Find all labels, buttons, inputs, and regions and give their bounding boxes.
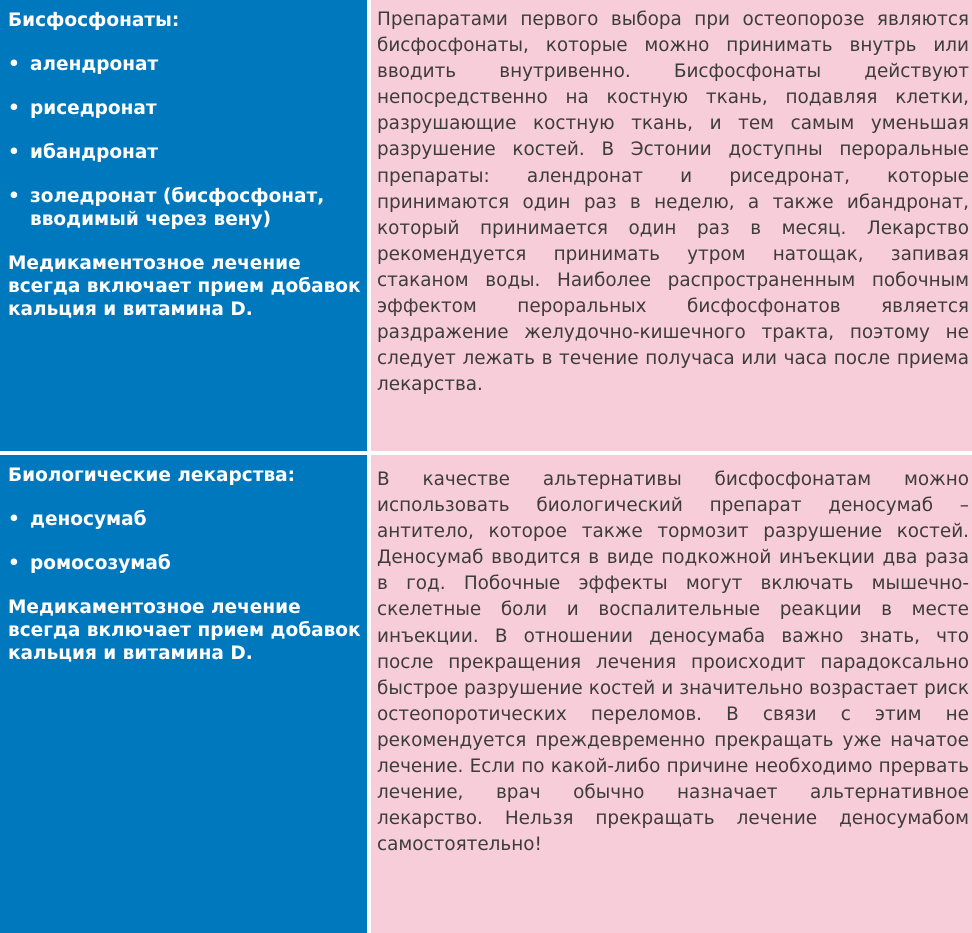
- description-cell: [371, 455, 972, 933]
- description-cell: [371, 0, 972, 451]
- list-item: [8, 141, 361, 164]
- drug-group-heading: Биологические лекарства:: [8, 465, 296, 486]
- bullet-icon: •: [8, 98, 20, 119]
- list-item: [8, 53, 361, 76]
- list-item: [8, 508, 361, 531]
- drug-group-description: Препаратами первого выбора при остеопорозе являются бисфосфонаты, которые можно принимать внутрь или вводить внутривенно. Бисфосфонаты действуют непосредственно на костную ткань, подавляя клетки, разрушающие костную ткань, и тем самым уменьшая разрушение костей. В Эстонии доступны пероральные препараты: алендронат и риседронат, которые принимаются один раз в неделю, а также ибандронат, который принимается один раз в месяц. Лекарство рекомендуется принимать утром натощак, запивая стаканом воды. Наиболее распространенным побочным эффектом пероральных бисфосфонатов является раздражение желудочно-кишечного тракта, поэтому не следует лежать в течение получаса или часа после приема лекарства.: [377, 9, 969, 396]
- table-row-biologics: [0, 455, 972, 933]
- drug-group-cell: [0, 0, 367, 451]
- drug-name: ибандронат: [30, 142, 159, 163]
- drug-group-description: В качестве альтернативы бисфосфонатам можно использовать биологический препарат деносумаб – антитело, которое также тормозит разрушение костей. Деносумаб вводится в виде подкожной инъекции два раза в год. Побочные эффекты могут включать мышечно-скелетные боли и воспалительные реакции в месте инъекции. В отношении деносумаба важно знать, что после прекращения лечения происходит парадоксально быстрое разрушение костей и значительно возрастает риск остеопоротических переломов. В связи с этим не рекомендуется преждевременно прекращать уже начатое лечение. Если по какой-либо причине необходимо прервать лечение, врач обычно назначает альтернативное лекарство. Нельзя прекращать лечение деносумабом самостоятельно!: [377, 469, 969, 856]
- calcium-vitamin-note: Медикаментозное лечение всегда включает прием добавок кальция и витамина D.: [8, 597, 361, 664]
- drug-name: ромосозумаб: [30, 553, 171, 574]
- drug-list: [8, 53, 361, 231]
- list-item: [8, 97, 361, 120]
- drug-list: [8, 508, 361, 575]
- calcium-vitamin-note: Медикаментозное лечение всегда включает прием добавок кальция и витамина D.: [8, 253, 361, 320]
- bullet-icon: •: [8, 509, 20, 530]
- list-item: [8, 552, 361, 575]
- drug-name: деносумаб: [30, 509, 147, 530]
- drug-name: золедронат (бисфосфонат, вводимый через вену): [30, 186, 325, 230]
- drug-group-cell: [0, 455, 367, 933]
- bullet-icon: •: [8, 553, 20, 574]
- bullet-icon: •: [8, 142, 20, 163]
- drug-name: риседронат: [30, 98, 157, 119]
- bullet-icon: •: [8, 186, 20, 207]
- table-row-bisphosphonates: [0, 0, 972, 451]
- drug-name: алендронат: [30, 54, 159, 75]
- bullet-icon: •: [8, 54, 20, 75]
- drug-group-heading: Бисфосфонаты:: [8, 10, 180, 31]
- list-item: [8, 185, 361, 231]
